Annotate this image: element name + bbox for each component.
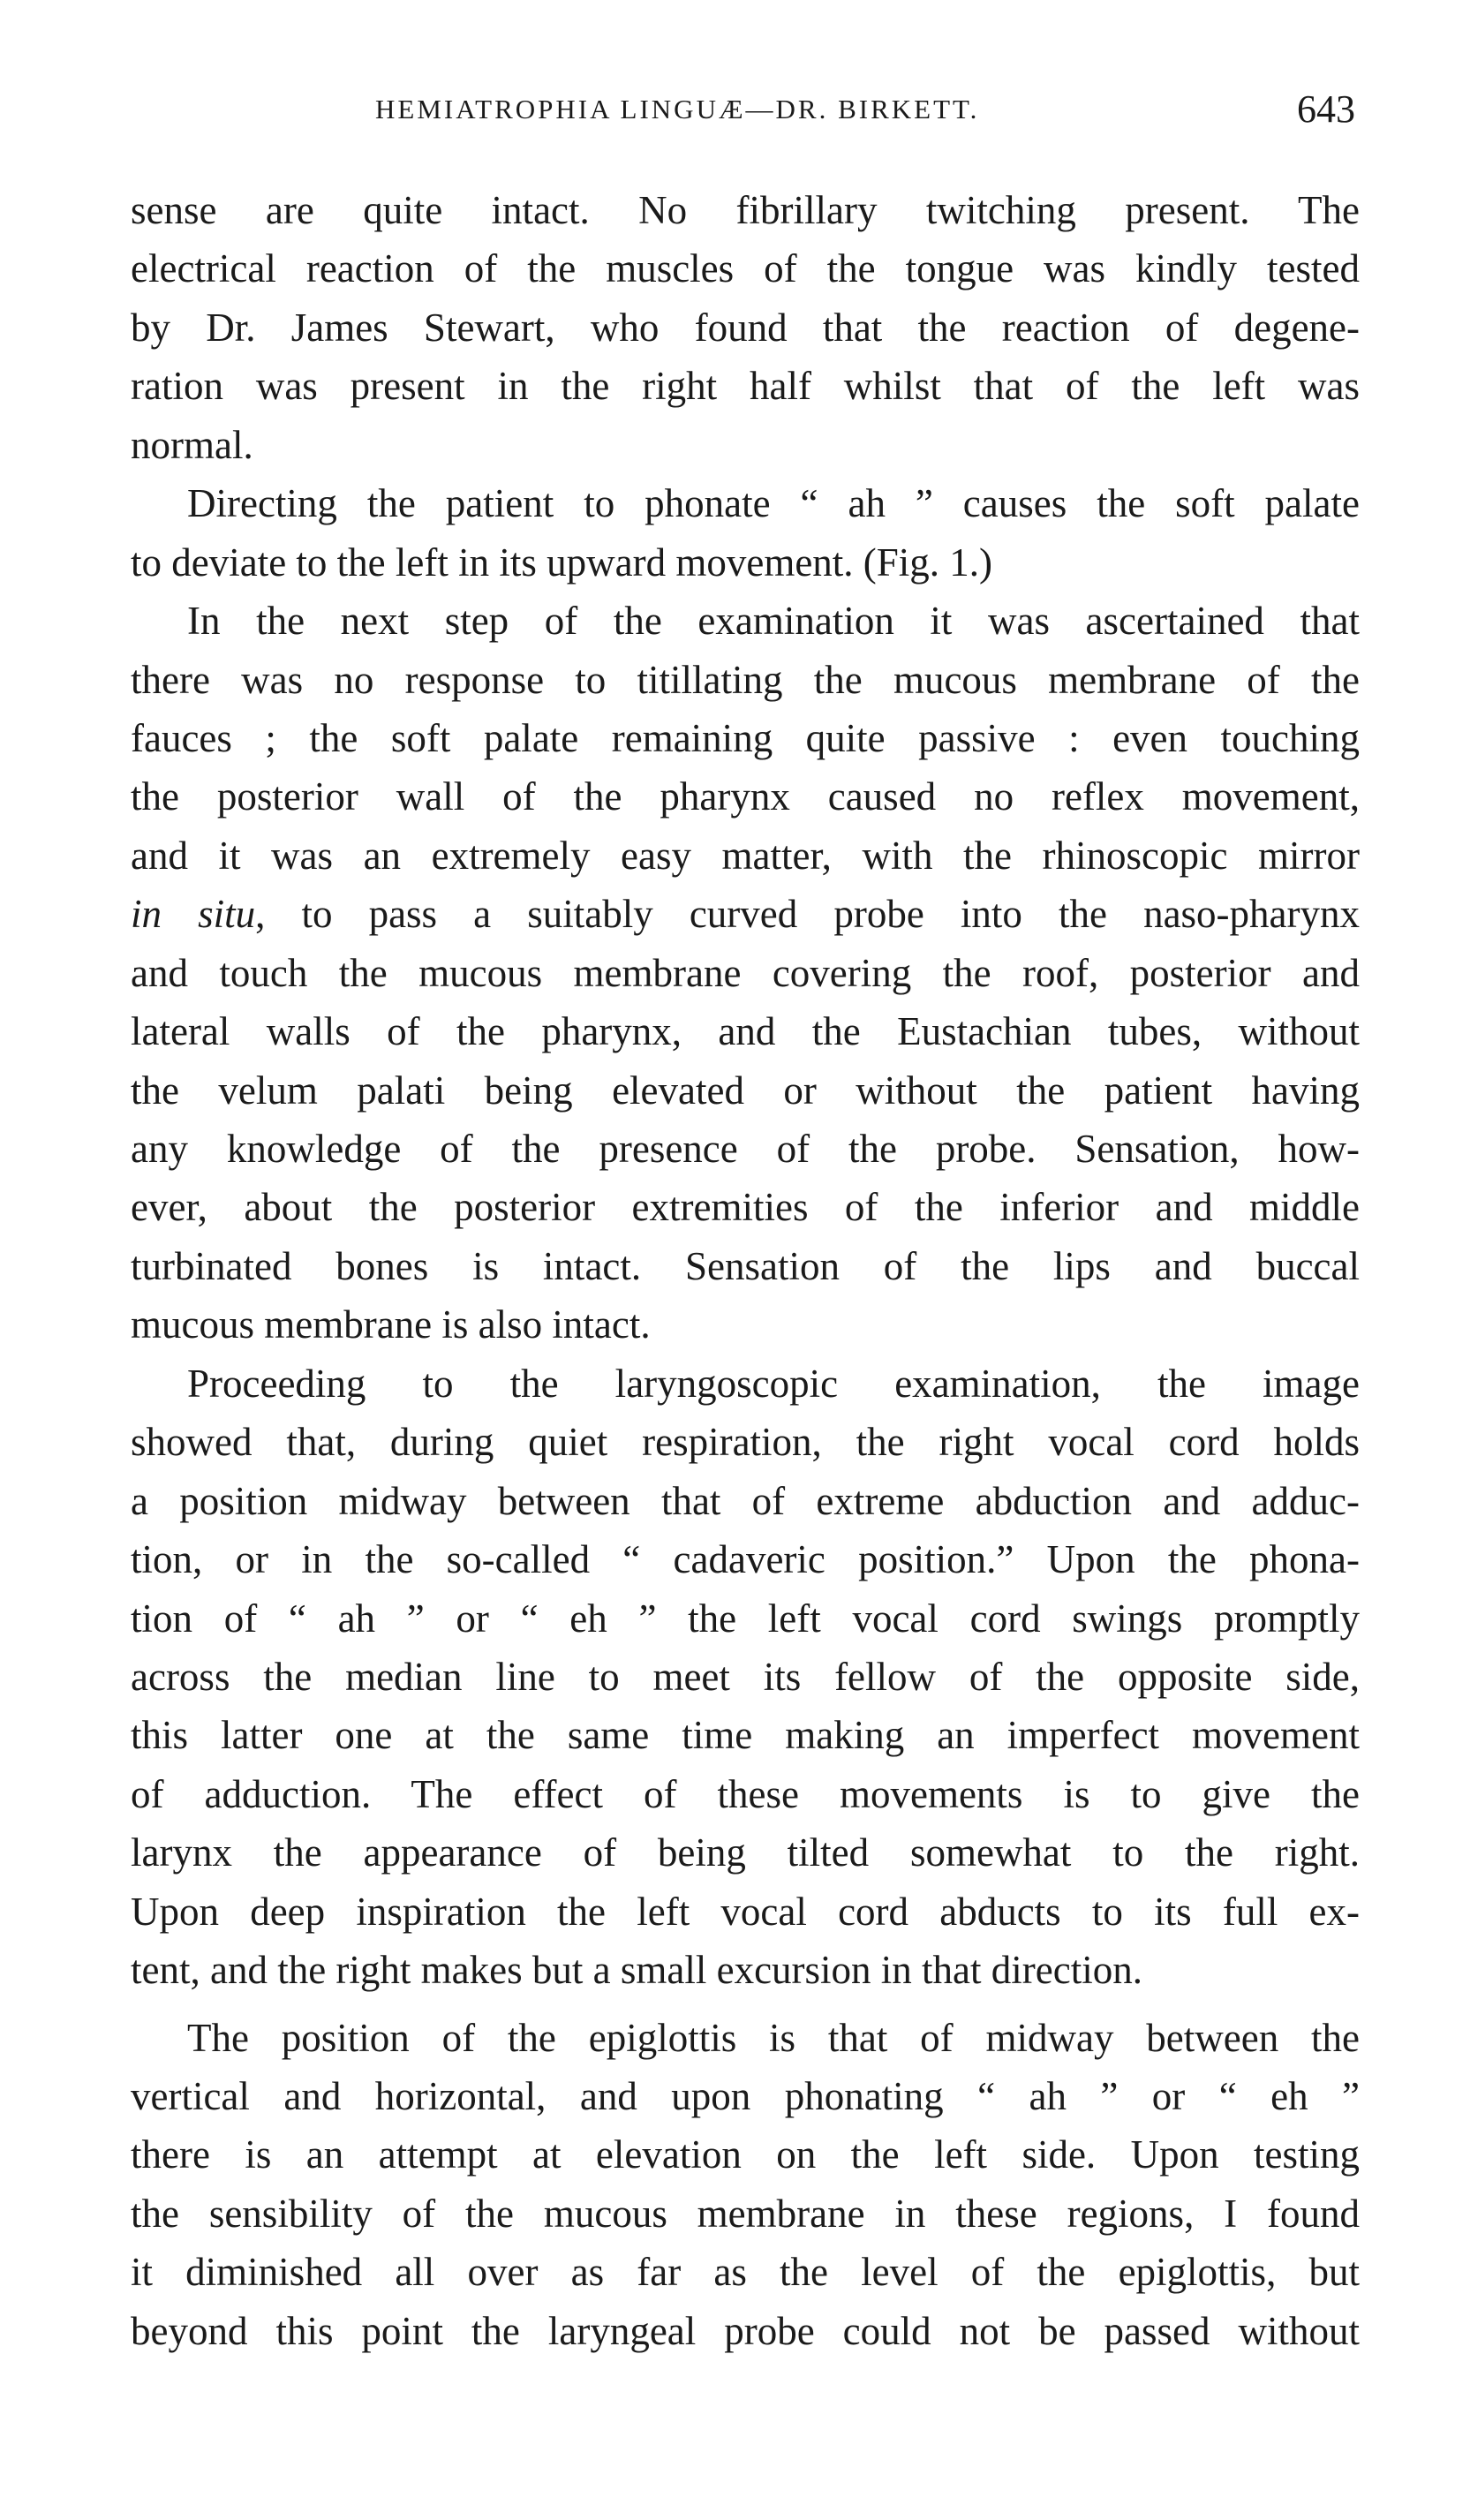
text-line: a position midway between that of extreme abduction and adduc-: [131, 1478, 1360, 1523]
text-line: turbinated bones is intact. Sensation of the lips and buccal: [131, 1243, 1360, 1288]
page-number: 643: [1297, 87, 1355, 131]
text-line: the posterior wall of the pharynx caused no reflex movement,: [131, 774, 1360, 819]
text-line: showed that, during quiet respiration, the right vocal cord holds: [131, 1420, 1360, 1465]
text-line: larynx the appearance of being tilted somewhat to the right.: [131, 1830, 1360, 1875]
text-line: the velum palati being elevated or without the patient having: [131, 1068, 1360, 1113]
text-line: the sensibility of the mucous membrane in these regions, I found: [131, 2191, 1360, 2236]
running-head: [137, 87, 1355, 140]
text-line: ration was present in the right half whilst that of the left was: [131, 364, 1360, 409]
text-line: Proceeding to the laryngoscopic examination, the image: [187, 1361, 1360, 1406]
text-line: this latter one at the same time making an imperfect movement: [131, 1713, 1360, 1758]
text-line: and touch the mucous membrane covering the roof, posterior and: [131, 950, 1360, 995]
text-line: lateral walls of the pharynx, and the Eustachian tubes, without: [131, 1009, 1360, 1054]
text-line: it diminished all over as far as the level of the epiglottis, but: [131, 2250, 1360, 2295]
italic-phrase: in situ: [131, 892, 256, 937]
text-line: tent, and the right makes but a small excursion in that direction.: [131, 1948, 1142, 1993]
text-line: electrical reaction of the muscles of the tongue was kindly tested: [131, 246, 1360, 291]
text-line: tion, or in the so-called “ cadaveric position.” Upon the phona-: [131, 1537, 1360, 1582]
text-line: any knowledge of the presence of the probe. Sensation, how-: [131, 1127, 1360, 1171]
body-text: [131, 181, 1360, 2360]
text-line: to deviate to the left in its upward movement. (Fig. 1.): [131, 539, 993, 585]
text-line: mucous membrane is also intact.: [131, 1302, 651, 1347]
text-line: ever, about the posterior extremities of the inferior and middle: [131, 1185, 1360, 1230]
text-line: of adduction. The effect of these movements is to give the: [131, 1771, 1360, 1816]
text-line: vertical and horizontal, and upon phonating “ ah ” or “ eh ”: [131, 2074, 1360, 2118]
text-line: fauces ; the soft palate remaining quite passive : even touching: [131, 715, 1360, 760]
text-line: sense are quite intact. No fibrillary twitching present. The: [131, 188, 1360, 232]
text-line: normal.: [131, 422, 253, 467]
text-line: in situ, to pass a suitably curved probe into the naso-pharynx: [131, 892, 1360, 937]
text-line: and it was an extremely easy matter, with the rhinoscopic mirror: [131, 833, 1360, 878]
text-line: In the next step of the examination it was ascertained that: [187, 599, 1360, 644]
text-line: Directing the patient to phonate “ ah ” causes the soft palate: [187, 481, 1360, 526]
text-line: there was no response to titillating the mucous membrane of the: [131, 657, 1360, 702]
text-line: beyond this point the laryngeal probe could not be passed without: [131, 2308, 1360, 2353]
text-line: The position of the epiglottis is that of midway between the: [187, 2015, 1360, 2060]
text-line: tion of “ ah ” or “ eh ” the left vocal cord swings promptly: [131, 1596, 1360, 1641]
text-line: there is an attempt at elevation on the left side. Upon testing: [131, 2132, 1360, 2177]
text-line: across the median line to meet its fellow of the opposite side,: [131, 1654, 1360, 1699]
running-title: HEMIATROPHIA LINGUÆ—DR. BIRKETT.: [375, 94, 980, 124]
text-line: Upon deep inspiration the left vocal cord abducts to its full ex-: [131, 1889, 1360, 1934]
text-line: by Dr. James Stewart, who found that the reaction of degene-: [131, 305, 1360, 350]
